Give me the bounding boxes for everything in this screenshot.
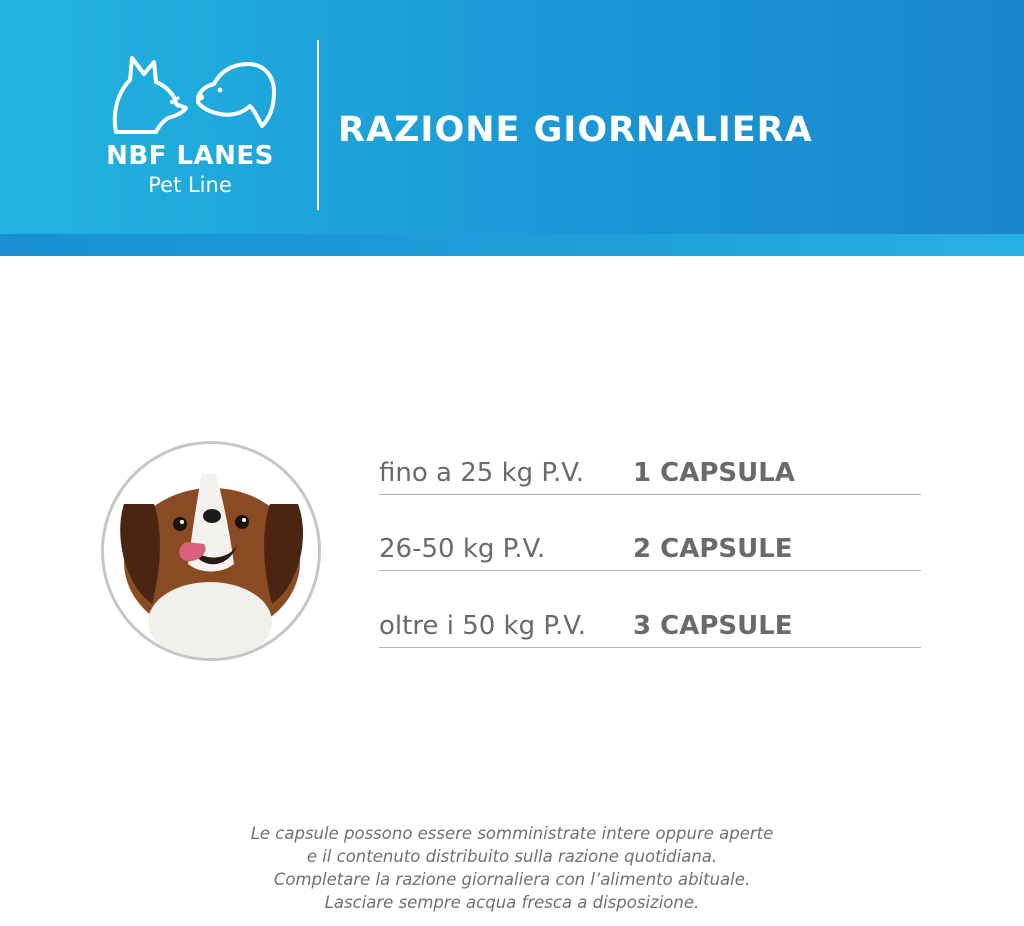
- dog-portrait-image: [104, 444, 318, 658]
- header-band: [0, 234, 1024, 256]
- note-line: Lasciare sempre acqua fresca a disposizione.: [324, 893, 700, 912]
- dosage-weight: 26-50 kg P.V.: [379, 534, 546, 564]
- note-line: Le capsule possono essere somministrate intere oppure aperte: [250, 824, 774, 843]
- page-title: RAZIONE GIORNALIERA: [338, 110, 813, 150]
- dosage-weight: oltre i 50 kg P.V.: [379, 611, 586, 641]
- cat-and-dog-logo-icon: [102, 52, 278, 138]
- dosage-row: [379, 595, 921, 648]
- header-divider: [317, 40, 319, 210]
- brand-subtitle: Pet Line: [148, 173, 232, 197]
- brand-name: NBF LANES: [106, 141, 274, 171]
- dosage-row: [379, 442, 921, 495]
- dog-portrait: [101, 441, 321, 661]
- note-line: Completare la razione giornaliera con l’alimento abituale.: [273, 870, 751, 889]
- dosage-amount: 3 CAPSULE: [633, 611, 793, 641]
- header-banner: [0, 0, 1024, 234]
- usage-notes: [150, 822, 874, 914]
- dosage-weight: fino a 25 kg P.V.: [379, 458, 584, 488]
- note-line: e il contenuto distribuito sulla razione quotidiana.: [306, 847, 718, 866]
- dosage-amount: 1 CAPSULA: [633, 458, 795, 488]
- dosage-amount: 2 CAPSULE: [633, 534, 793, 564]
- brand-logo: [92, 52, 288, 202]
- dosage-row: [379, 518, 921, 571]
